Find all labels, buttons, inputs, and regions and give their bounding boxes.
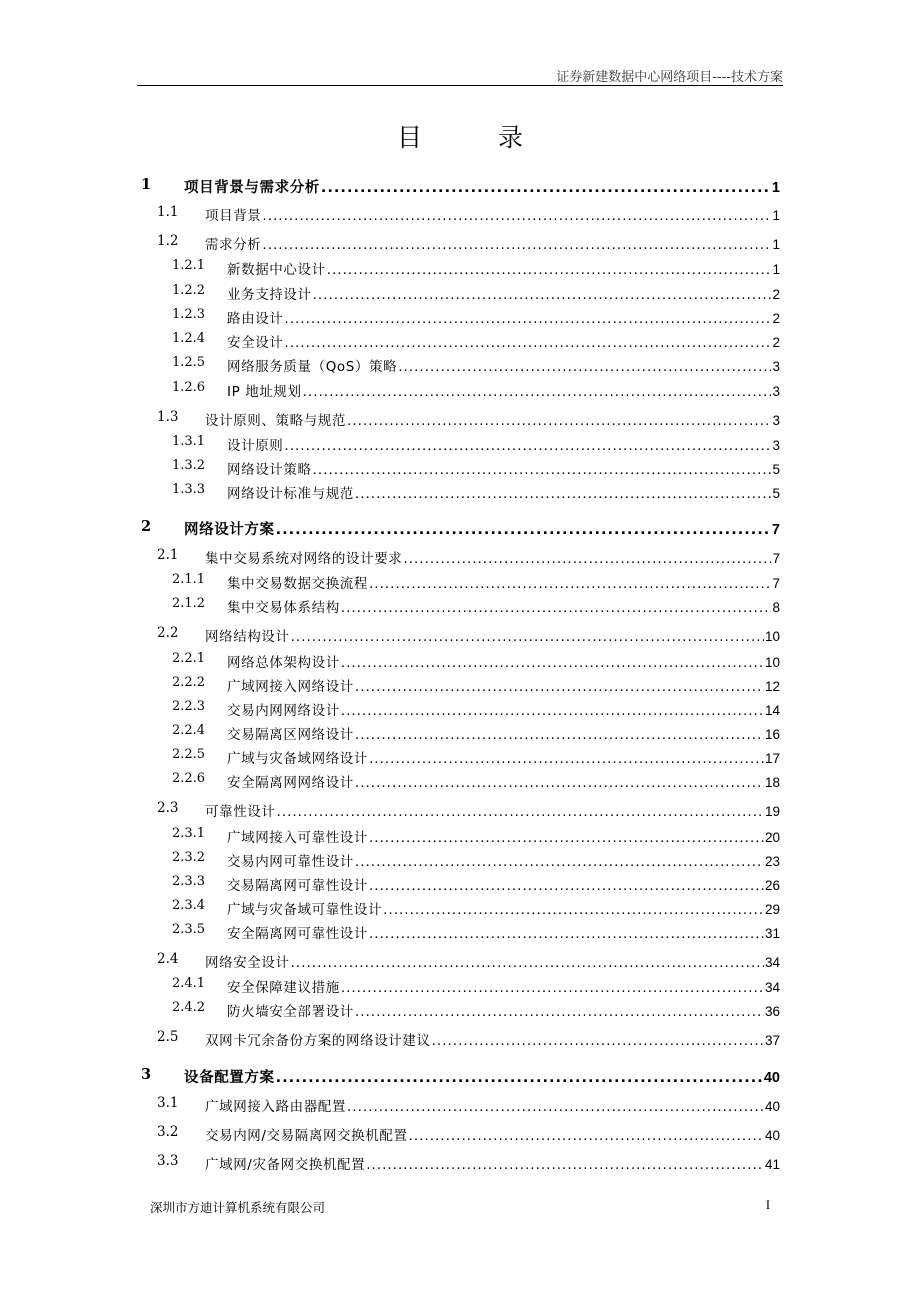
toc-entry-number: 2.2.5 xyxy=(172,747,206,762)
toc-entry-level-3[interactable] xyxy=(0,922,920,942)
toc-leader-dots xyxy=(277,804,764,820)
toc-entry-title: 双网卡冗余备份方案的网络设计建议 xyxy=(205,1033,431,1049)
toc-entry-title: 交易内网网络设计 xyxy=(227,703,340,719)
toc-entry-number: 2.5 xyxy=(157,1029,179,1045)
toc-entry-level-3[interactable] xyxy=(0,596,920,616)
toc-entry-level-2[interactable] xyxy=(0,233,920,253)
toc-entry-number: 3 xyxy=(141,1066,152,1083)
toc-entry-title: 网络设计标准与规范 xyxy=(227,486,354,502)
toc-entry-level-3[interactable] xyxy=(0,482,920,502)
toc-entry-level-3[interactable] xyxy=(0,723,920,743)
header-divider xyxy=(137,85,783,86)
toc-leader-dots xyxy=(355,486,772,502)
toc-entry-title: 防火墙安全部署设计 xyxy=(227,1004,354,1020)
toc-entry-title: 安全设计 xyxy=(227,335,284,351)
toc-leader-dots xyxy=(355,775,764,791)
toc-entry-number: 2.1 xyxy=(157,547,179,563)
toc-entry-page: 41 xyxy=(764,1157,780,1172)
toc-entry-number: 2.3.3 xyxy=(172,874,206,889)
toc-leader-dots xyxy=(366,1157,764,1173)
toc-entry-number: 2 xyxy=(141,518,152,535)
toc-entry-level-3[interactable] xyxy=(0,850,920,870)
toc-entry-page: 5 xyxy=(772,486,780,501)
toc-entry-title: 可靠性设计 xyxy=(205,804,276,820)
toc-leader-dots xyxy=(369,926,764,942)
toc-entry-level-3[interactable] xyxy=(0,1000,920,1020)
toc-entry-level-3[interactable] xyxy=(0,976,920,996)
toc-entry-level-3[interactable] xyxy=(0,307,920,327)
toc-entry-number: 1.2 xyxy=(157,233,179,249)
toc-leader-dots xyxy=(262,208,771,224)
toc-entry-level-3[interactable] xyxy=(0,826,920,846)
toc-entry-level-2[interactable] xyxy=(0,1095,920,1115)
toc-entry-title: 集中交易数据交换流程 xyxy=(227,576,368,592)
toc-leader-dots xyxy=(291,629,764,645)
toc-title: 目 录 xyxy=(397,123,557,152)
toc-entry-level-1[interactable] xyxy=(0,518,920,538)
toc-leader-dots xyxy=(355,854,764,870)
toc-entry-title: 广域与灾备域可靠性设计 xyxy=(227,902,383,918)
toc-leader-dots xyxy=(341,980,764,996)
toc-entry-page: 18 xyxy=(764,775,780,790)
toc-entry-level-3[interactable] xyxy=(0,771,920,791)
toc-entry-title: 交易内网/交易隔离网交换机配置 xyxy=(205,1128,408,1144)
toc-leader-dots xyxy=(303,384,772,400)
toc-entry-page: 14 xyxy=(764,703,780,718)
toc-entry-level-3[interactable] xyxy=(0,458,920,478)
toc-leader-dots xyxy=(327,262,772,278)
toc-entry-page: 3 xyxy=(772,384,780,399)
toc-leader-dots xyxy=(262,237,771,253)
toc-entry-title: 集中交易体系结构 xyxy=(227,600,340,616)
toc-leader-dots xyxy=(313,287,772,303)
toc-leader-dots xyxy=(409,1128,764,1144)
toc-entry-number: 2.4.1 xyxy=(172,976,206,991)
toc-leader-dots xyxy=(432,1033,764,1049)
toc-leader-dots xyxy=(403,551,771,567)
toc-entry-page: 40 xyxy=(764,1128,780,1143)
toc-entry-number: 2.2.2 xyxy=(172,675,206,690)
toc-entry-title: 交易隔离区网络设计 xyxy=(227,727,354,743)
toc-entry-level-2[interactable] xyxy=(0,409,920,429)
toc-entry-title: 新数据中心设计 xyxy=(227,262,326,278)
toc-entry-level-3[interactable] xyxy=(0,699,920,719)
footer-company: 深圳市方迪计算机系统有限公司 xyxy=(150,1200,326,1215)
toc-entry-page: 3 xyxy=(772,438,780,453)
toc-entry-page: 26 xyxy=(764,878,780,893)
toc-entry-title: 交易隔离网可靠性设计 xyxy=(227,878,368,894)
toc-entry-number: 1.3 xyxy=(157,409,179,425)
toc-entry-number: 1 xyxy=(141,176,152,193)
toc-entry-title: 设计原则 xyxy=(227,438,284,454)
toc-entry-title: 网络设计方案 xyxy=(184,522,275,538)
toc-entry-title: 集中交易系统对网络的设计要求 xyxy=(205,551,403,567)
toc-leader-dots xyxy=(369,878,764,894)
toc-entry-title: 广域网/灾备网交换机配置 xyxy=(205,1157,366,1173)
toc-entry-title: 设备配置方案 xyxy=(184,1070,275,1086)
toc-entry-number: 2.2.6 xyxy=(172,771,206,786)
toc-entry-title: 网络设计策略 xyxy=(227,462,312,478)
toc-entry-level-3[interactable] xyxy=(0,355,920,375)
toc-entry-title: 网络安全设计 xyxy=(205,955,290,971)
toc-entry-page: 2 xyxy=(772,287,780,302)
toc-entry-page: 7 xyxy=(772,576,780,591)
toc-entry-level-3[interactable] xyxy=(0,874,920,894)
toc-entry-page: 34 xyxy=(764,955,780,970)
toc-leader-dots xyxy=(291,955,764,971)
toc-entry-page: 1 xyxy=(772,208,780,223)
toc-entry-title: 安全保障建议措施 xyxy=(227,980,340,996)
toc-entry-level-3[interactable] xyxy=(0,283,920,303)
toc-entry-title: 交易内网可靠性设计 xyxy=(227,854,354,870)
toc-entry-number: 1.2.2 xyxy=(172,283,206,298)
toc-leader-dots xyxy=(398,359,771,375)
toc-entry-level-3[interactable] xyxy=(0,675,920,695)
toc-entry-number: 2.4.2 xyxy=(172,1000,206,1015)
toc-entry-page: 20 xyxy=(764,830,780,845)
toc-leader-dots xyxy=(276,1070,763,1086)
toc-entry-number: 3.3 xyxy=(157,1153,179,1169)
toc-entry-title: 网络服务质量（QoS）策略 xyxy=(227,359,398,375)
toc-entry-number: 1.2.3 xyxy=(172,307,206,322)
toc-leader-dots xyxy=(341,703,764,719)
toc-leader-dots xyxy=(276,522,771,538)
toc-leader-dots xyxy=(383,902,764,918)
toc-entry-page: 2 xyxy=(772,335,780,350)
toc-entry-number: 3.2 xyxy=(157,1124,179,1140)
toc-entry-page: 2 xyxy=(772,311,780,326)
toc-entry-number: 2.3.4 xyxy=(172,898,206,913)
toc-entry-title: 广域网接入可靠性设计 xyxy=(227,830,368,846)
toc-entry-number: 2.3.2 xyxy=(172,850,206,865)
toc-leader-dots xyxy=(369,830,764,846)
toc-entry-number: 1.3.3 xyxy=(172,482,206,497)
toc-entry-title: 项目背景 xyxy=(205,208,262,224)
toc-entry-number: 1.2.6 xyxy=(172,380,206,395)
toc-entry-page: 10 xyxy=(764,629,780,644)
toc-entry-level-1[interactable] xyxy=(0,1066,920,1086)
toc-entry-page: 40 xyxy=(763,1070,780,1086)
toc-entry-level-2[interactable] xyxy=(0,1029,920,1049)
toc-entry-page: 31 xyxy=(764,926,780,941)
toc-entry-page: 16 xyxy=(764,727,780,742)
toc-leader-dots xyxy=(347,1099,764,1115)
toc-leader-dots xyxy=(347,413,771,429)
toc-entry-level-3[interactable] xyxy=(0,747,920,767)
toc-leader-dots xyxy=(313,462,772,478)
toc-entry-page: 1 xyxy=(771,180,780,196)
toc-entry-page: 8 xyxy=(772,600,780,615)
toc-entry-page: 23 xyxy=(764,854,780,869)
toc-entry-title: 安全隔离网网络设计 xyxy=(227,775,354,791)
toc-entry-level-2[interactable] xyxy=(0,204,920,224)
toc-entry-page: 19 xyxy=(764,804,780,819)
toc-leader-dots xyxy=(355,679,764,695)
toc-entry-number: 2.2.3 xyxy=(172,699,206,714)
toc-entry-title: 广域网接入网络设计 xyxy=(227,679,354,695)
toc-entry-title: 项目背景与需求分析 xyxy=(184,180,320,196)
toc-leader-dots xyxy=(355,727,764,743)
toc-entry-number: 2.1.2 xyxy=(172,596,206,611)
toc-entry-number: 2.1.1 xyxy=(172,572,206,587)
toc-leader-dots xyxy=(284,335,771,351)
toc-entry-level-3[interactable] xyxy=(0,258,920,278)
toc-leader-dots xyxy=(369,576,771,592)
toc-entry-page: 17 xyxy=(764,751,780,766)
toc-entry-title: 广域网接入路由器配置 xyxy=(205,1099,346,1115)
toc-entry-title: 设计原则、策略与规范 xyxy=(205,413,346,429)
toc-entry-title: 网络结构设计 xyxy=(205,629,290,645)
toc-entry-number: 3.1 xyxy=(157,1095,179,1111)
toc-entry-title: 路由设计 xyxy=(227,311,284,327)
toc-entry-number: 1.2.1 xyxy=(172,258,206,273)
toc-entry-page: 36 xyxy=(764,1004,780,1019)
toc-entry-number: 2.4 xyxy=(157,951,179,967)
toc-entry-page: 1 xyxy=(772,262,780,277)
toc-leader-dots xyxy=(284,438,771,454)
toc-entry-title: 安全隔离网可靠性设计 xyxy=(227,926,368,942)
toc-entry-level-2[interactable] xyxy=(0,1124,920,1144)
toc-entry-number: 2.2.4 xyxy=(172,723,206,738)
toc-entry-level-3[interactable] xyxy=(0,380,920,400)
toc-entry-number: 2.3.1 xyxy=(172,826,206,841)
toc-entry-page: 37 xyxy=(764,1033,780,1048)
toc-entry-title: 业务支持设计 xyxy=(227,287,312,303)
toc-entry-number: 2.3.5 xyxy=(172,922,206,937)
toc-entry-level-2[interactable] xyxy=(0,625,920,645)
toc-entry-level-2[interactable] xyxy=(0,800,920,820)
toc-entry-title: 广域与灾备域网络设计 xyxy=(227,751,368,767)
toc-entry-number: 2.2.1 xyxy=(172,651,206,666)
toc-entry-title: 网络总体架构设计 xyxy=(227,655,340,671)
toc-entry-page: 1 xyxy=(772,237,780,252)
toc-entry-level-3[interactable] xyxy=(0,572,920,592)
toc-entry-page: 7 xyxy=(772,551,780,566)
toc-leader-dots xyxy=(369,751,764,767)
toc-entry-level-2[interactable] xyxy=(0,1153,920,1173)
toc-entry-level-2[interactable] xyxy=(0,951,920,971)
toc-entry-page: 3 xyxy=(772,413,780,428)
toc-entry-level-3[interactable] xyxy=(0,331,920,351)
toc-entry-level-3[interactable] xyxy=(0,434,920,454)
toc-entry-title: 需求分析 xyxy=(205,237,262,253)
toc-entry-number: 1.2.5 xyxy=(172,355,206,370)
header-title: 证券新建数据中心网络项目----技术方案 xyxy=(556,70,783,85)
toc-entry-page: 10 xyxy=(764,655,780,670)
toc-entry-page: 40 xyxy=(764,1099,780,1114)
toc-entry-number: 1.1 xyxy=(157,204,179,220)
toc-leader-dots xyxy=(355,1004,764,1020)
toc-entry-number: 1.3.2 xyxy=(172,458,206,473)
toc-entry-number: 1.3.1 xyxy=(172,434,206,449)
toc-entry-number: 1.2.4 xyxy=(172,331,206,346)
toc-entry-page: 3 xyxy=(772,359,780,374)
toc-entry-level-1[interactable] xyxy=(0,176,920,196)
toc-entry-level-2[interactable] xyxy=(0,547,920,567)
footer-page-number: I xyxy=(765,1198,770,1212)
toc-entry-number: 2.3 xyxy=(157,800,179,816)
toc-entry-page: 29 xyxy=(764,902,780,917)
toc-entry-level-3[interactable] xyxy=(0,651,920,671)
toc-entry-page: 7 xyxy=(771,522,780,538)
toc-leader-dots xyxy=(341,600,772,616)
toc-entry-title: IP 地址规划 xyxy=(227,384,302,400)
toc-entry-page: 34 xyxy=(764,980,780,995)
toc-entry-page: 5 xyxy=(772,462,780,477)
toc-leader-dots xyxy=(321,180,771,196)
toc-leader-dots xyxy=(284,311,771,327)
toc-leader-dots xyxy=(341,655,764,671)
toc-entry-page: 12 xyxy=(764,679,780,694)
toc-entry-number: 2.2 xyxy=(157,625,179,641)
toc-entry-level-3[interactable] xyxy=(0,898,920,918)
